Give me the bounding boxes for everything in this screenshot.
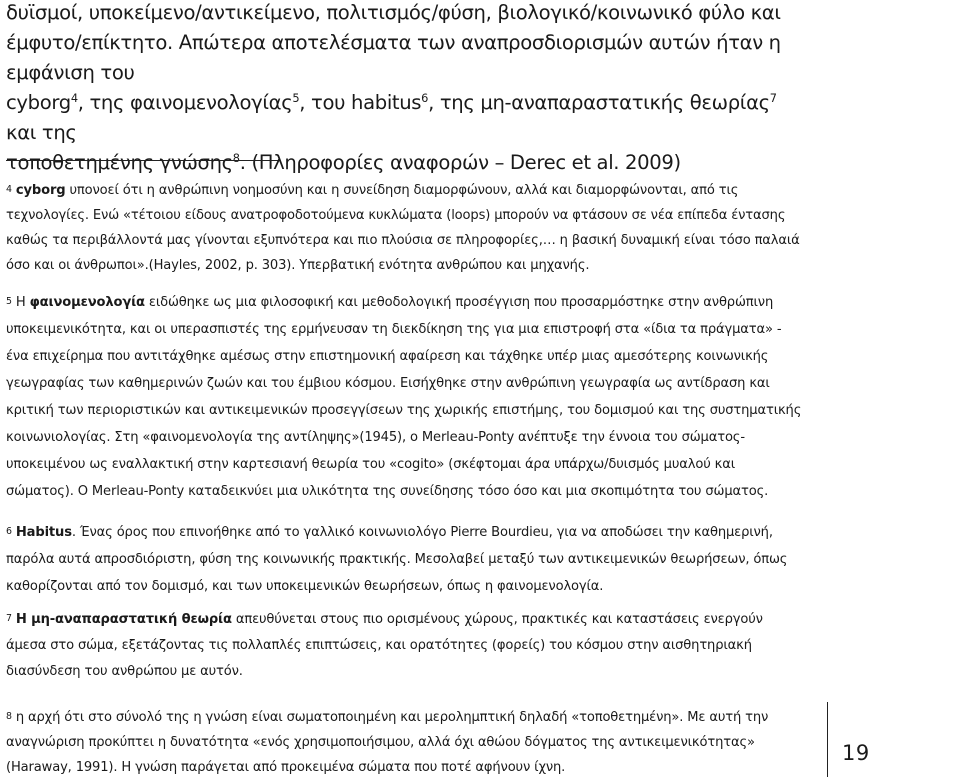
footnote-8-number: 8	[6, 710, 12, 722]
footnote-5-term: φαινομενολογία	[29, 295, 145, 310]
footnote-4-number: 4	[6, 183, 12, 195]
footnote-6-text: . Ένας όρος που επινοήθηκε από το γαλλικό κοινωνιολόγο Pierre Bourdieu, για να αποδώσει την καθημερινή, παρόλα αυτά απροσδιόριστη, φύση της κοινωνικής πρακτικής. Μεσολαβεί μεταξύ των αντικειμενικών θεωρήσεων, όπως καθορίζονται από τον δομισμό, και των υποκειμενικών θεωρήσεων, όπως η φαινομενολογία.	[6, 525, 788, 594]
footnote-5-number: 5	[6, 295, 12, 307]
main-line-4-part-a: τοποθετημένης γνώσης	[6, 151, 233, 174]
footnote-7-text: απευθύνεται στους πιο ορισμένους χώρους, πρακτικές και καταστάσεις ενεργούν άμεσα στο σώμα, εξετάζοντας τις πολλαπλές επιπτώσεις, και ορατότητες (φορείς) του κόσμου στην αισθητηριακή διασύνδεση του ανθρώπου με αυτόν.	[6, 612, 763, 679]
main-line-3-part-e: και της	[6, 121, 77, 144]
footnote-ref-6[interactable]: 6	[421, 91, 429, 106]
footnote-6-term: Habitus	[15, 525, 72, 540]
main-line-3-part-a: cyborg	[6, 91, 71, 114]
footnote-ref-7[interactable]: 7	[769, 91, 777, 106]
footnote-4	[6, 178, 806, 278]
footnote-4-term: cyborg	[15, 183, 66, 198]
footnote-5	[6, 289, 806, 505]
main-line-3-part-b: , της φαινομενολογίας	[77, 91, 293, 114]
footnote-7-term: Η μη-αναπαραστατική θεωρία	[15, 612, 232, 627]
footnote-5-prefix: Η	[15, 295, 30, 310]
footnote-7	[6, 607, 806, 685]
page-number: 19	[842, 741, 870, 765]
main-line-2: έμφυτο/επίκτητο. Απώτερα αποτελέσματα των αναπροσδιορισμών αυτών ήταν η εμφάνιση του	[6, 31, 781, 84]
footnote-ref-4[interactable]: 4	[70, 91, 78, 106]
footnote-6	[6, 519, 806, 600]
main-paragraph	[6, 0, 806, 178]
footnote-6-number: 6	[6, 525, 12, 537]
footnote-ref-5[interactable]: 5	[292, 91, 300, 106]
footnote-8	[6, 705, 806, 780]
main-line-3-part-c: , του habitus	[299, 91, 422, 114]
footnote-7-number: 7	[6, 612, 12, 624]
footnote-4-text: υπονοεί ότι η ανθρώπινη νοημοσύνη και η συνείδηση διαμορφώνουν, αλλά και διαμορφώνονται, από τις τεχνολογίες. Ενώ «τέτοιου είδους ανατροφοδοτούμενα κυκλώματα (loops) μπορούν να φτάσουν σε νέα επίπεδα έντασης καθώς τα περιβάλλοντά μας γίνονται εξυπνότερα και πιο πλούσια σε πληροφορίες,… η βασική δυναμική είναι τόσο παλαιά όσο και οι άνθρωποι».(Hayles, 2002, p. 303). Υπερβατική ενότητα ανθρώπου και μηχανής.	[6, 183, 800, 273]
footnote-5-text: ειδώθηκε ως μια φιλοσοφική και μεθοδολογική προσέγγιση που προσαρμόστηκε στην ανθρώπινη υποκειμενικότητα, και οι υπερασπιστές της ερμήνευσαν τη διεκδίκηση της για μια επιστροφή στα «ίδια τα πράγματα» - ένα επιχείρημα που αντιτάχθηκε αμέσως στην επιστημονική αφαίρεση και τάχθηκε υπέρ μιας αμεσότερης κοινωνικής γεωγραφίας των καθημερινών ζωών και του έμβιου κόσμου. Εισήχθηκε στην ανθρώπινη γεωγραφία ως αντίδραση και κριτική των περιοριστικών και αντικειμενικών προσεγγίσεων της χωρικής επιστήμης, του δομισμού και της συστηματικής κοινωνιολογίας. Στη «φαινομενολογία της αντίληψης»(1945), ο Merleau-Ponty ανέπτυξε την έννοια του σώματος-υποκειμένου ως εναλλακτική στην καρτεσιανή θεωρία του «cogito» (σκέφτομαι άρα υπάρχω/δυισμός μυαλού και σώματος). Ο Merleau-Ponty καταδεικνύει μια υλικότητα της συνείδησης τόσο όσο και μια σκοπιμότητα του σώματος.	[6, 295, 802, 499]
page-number-divider	[827, 702, 828, 777]
main-line-1: δυϊσμοί, υποκείμενο/αντικείμενο, πολιτισμός/φύση, βιολογικό/κοινωνικό φύλο και	[6, 1, 781, 24]
footnote-divider	[6, 160, 278, 161]
main-line-3-part-d: , της μη-αναπαραστατικής θεωρίας	[428, 91, 770, 114]
footnote-8-text: η αρχή ότι στο σύνολό της η γνώση είναι σωματοποιημένη και μερολημπτική δηλαδή «τοποθετημένη». Με αυτή την αναγνώριση προκύπτει η δυνατότητα «ενός χρησιμοποιήσιμου, αλλά όχι αθώου δόγματος της αντικειμενικότητας» (Haraway, 1991). Η γνώση παράγεται από προκειμένα σώματα που ποτέ αφήνουν ίχνη.	[6, 710, 769, 775]
main-line-4-part-b: . (Πληροφορίες αναφορών – Derec et al. 2009)	[239, 151, 681, 174]
footnote-ref-8[interactable]: 8	[232, 151, 240, 166]
